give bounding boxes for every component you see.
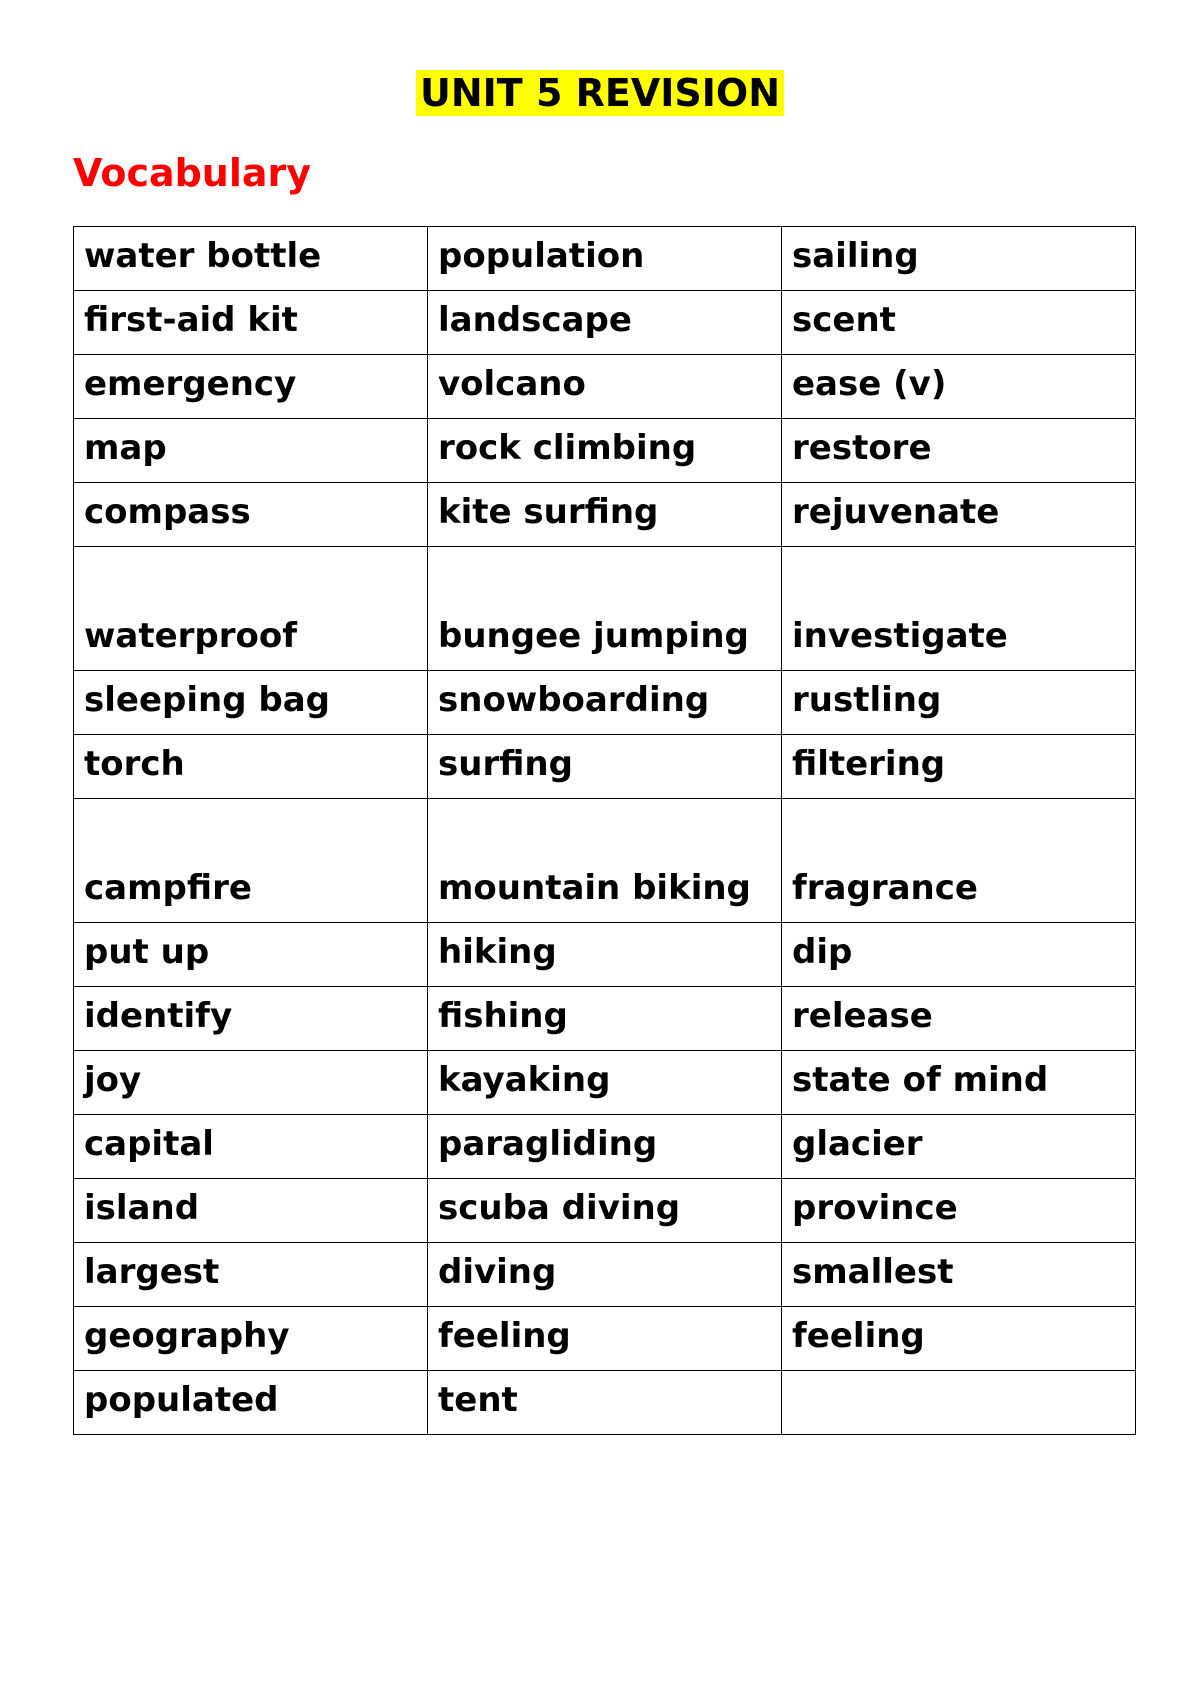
table-cell — [428, 1179, 782, 1243]
table-cell — [428, 1051, 782, 1115]
title-wrapper — [0, 70, 1200, 116]
vocabulary-word: bungee jumping — [438, 616, 749, 656]
vocabulary-word: map — [84, 428, 167, 468]
vocabulary-word: geography — [84, 1316, 290, 1356]
table-cell — [782, 1179, 1136, 1243]
vocabulary-word: feeling — [792, 1316, 925, 1356]
table-cell — [782, 671, 1136, 735]
table-cell — [74, 671, 428, 735]
table-cell — [74, 923, 428, 987]
table-row — [74, 1051, 1136, 1115]
vocabulary-word: campfire — [84, 868, 252, 908]
vocabulary-word: surfing — [438, 744, 573, 784]
table-cell — [782, 799, 1136, 923]
vocabulary-word: release — [792, 996, 933, 1036]
table-cell — [74, 547, 428, 671]
vocabulary-word: sleeping bag — [84, 680, 331, 720]
vocabulary-word: rock climbing — [438, 428, 697, 468]
vocabulary-word: feeling — [438, 1316, 571, 1356]
table-cell — [428, 1115, 782, 1179]
vocabulary-word: mountain biking — [438, 868, 751, 908]
vocabulary-word: scent — [792, 300, 896, 340]
table-cell — [428, 987, 782, 1051]
vocabulary-word: state of mind — [792, 1060, 1049, 1100]
vocabulary-word: torch — [84, 744, 185, 784]
vocabulary-table — [73, 226, 1136, 1435]
table-cell — [74, 1307, 428, 1371]
table-cell — [74, 1115, 428, 1179]
vocabulary-word: largest — [84, 1252, 220, 1292]
vocabulary-word: sailing — [792, 236, 919, 276]
vocabulary-word: identify — [84, 996, 233, 1036]
vocabulary-word: water bottle — [84, 236, 322, 276]
vocabulary-word: capital — [84, 1124, 214, 1164]
vocabulary-word: investigate — [792, 616, 1008, 656]
vocabulary-word: fragrance — [792, 868, 978, 908]
table-row — [74, 483, 1136, 547]
table-row — [74, 1243, 1136, 1307]
table-cell — [428, 227, 782, 291]
vocabulary-word: fishing — [438, 996, 568, 1036]
vocabulary-word — [792, 1428, 1125, 1434]
section-heading-vocabulary: Vocabulary — [73, 151, 312, 195]
table-cell — [74, 355, 428, 419]
table-cell — [428, 419, 782, 483]
table-cell — [782, 1115, 1136, 1179]
table-cell — [782, 735, 1136, 799]
vocabulary-word: glacier — [792, 1124, 923, 1164]
vocabulary-word: island — [84, 1188, 200, 1228]
table-cell — [428, 735, 782, 799]
vocabulary-word: rejuvenate — [792, 492, 1000, 532]
vocabulary-word: snowboarding — [438, 680, 710, 720]
table-row — [74, 923, 1136, 987]
table-cell — [74, 1179, 428, 1243]
vocabulary-word: filtering — [792, 744, 946, 784]
vocabulary-word: landscape — [438, 300, 632, 340]
table-cell — [74, 291, 428, 355]
vocabulary-word: paragliding — [438, 1124, 658, 1164]
table-cell — [428, 1243, 782, 1307]
table-cell — [428, 291, 782, 355]
table-row — [74, 419, 1136, 483]
table-row — [74, 1115, 1136, 1179]
table-cell — [74, 483, 428, 547]
table-cell — [782, 355, 1136, 419]
table-cell — [782, 227, 1136, 291]
table-cell — [428, 799, 782, 923]
table-cell — [428, 1307, 782, 1371]
vocabulary-word: populated — [84, 1380, 279, 1420]
vocabulary-word: hiking — [438, 932, 557, 972]
vocabulary-word: waterproof — [84, 616, 298, 656]
vocabulary-word: restore — [792, 428, 932, 468]
table-cell — [428, 671, 782, 735]
table-cell — [782, 419, 1136, 483]
page-title: UNIT 5 REVISION — [416, 70, 784, 116]
table-cell — [74, 735, 428, 799]
table-row — [74, 355, 1136, 419]
table-cell — [74, 1243, 428, 1307]
table-cell — [428, 1371, 782, 1435]
vocabulary-word: population — [438, 236, 645, 276]
vocabulary-word: compass — [84, 492, 251, 532]
table-cell — [74, 987, 428, 1051]
table-cell — [782, 483, 1136, 547]
table-row — [74, 1307, 1136, 1371]
table-row — [74, 547, 1136, 671]
table-cell — [782, 1051, 1136, 1115]
table-cell — [782, 1307, 1136, 1371]
vocabulary-word: diving — [438, 1252, 557, 1292]
table-cell — [782, 547, 1136, 671]
table-cell — [74, 419, 428, 483]
table-row — [74, 671, 1136, 735]
table-row — [74, 799, 1136, 923]
vocabulary-word: ease (v) — [792, 364, 947, 404]
table-cell — [428, 483, 782, 547]
table-row — [74, 291, 1136, 355]
vocabulary-word: rustling — [792, 680, 942, 720]
table-cell — [74, 799, 428, 923]
vocabulary-word: dip — [792, 932, 853, 972]
table-cell — [74, 1051, 428, 1115]
table-row — [74, 1371, 1136, 1435]
vocabulary-word: kite surfing — [438, 492, 659, 532]
table-cell — [782, 1371, 1136, 1435]
table-cell — [782, 1243, 1136, 1307]
vocabulary-word: first-aid kit — [84, 300, 298, 340]
table-row — [74, 735, 1136, 799]
table-row — [74, 227, 1136, 291]
vocabulary-word: tent — [438, 1380, 518, 1420]
table-cell — [428, 923, 782, 987]
vocabulary-word: volcano — [438, 364, 586, 404]
table-cell — [782, 291, 1136, 355]
table-cell — [782, 987, 1136, 1051]
table-row — [74, 987, 1136, 1051]
table-cell — [74, 1371, 428, 1435]
table-row — [74, 1179, 1136, 1243]
vocabulary-word: kayaking — [438, 1060, 611, 1100]
table-cell — [782, 923, 1136, 987]
table-cell — [428, 355, 782, 419]
vocabulary-table-body — [74, 227, 1136, 1435]
vocabulary-word: joy — [84, 1060, 142, 1100]
vocabulary-word: province — [792, 1188, 958, 1228]
vocabulary-word: put up — [84, 932, 210, 972]
table-cell — [74, 227, 428, 291]
vocabulary-word: smallest — [792, 1252, 954, 1292]
table-cell — [428, 547, 782, 671]
vocabulary-word: scuba diving — [438, 1188, 681, 1228]
vocabulary-word: emergency — [84, 364, 297, 404]
